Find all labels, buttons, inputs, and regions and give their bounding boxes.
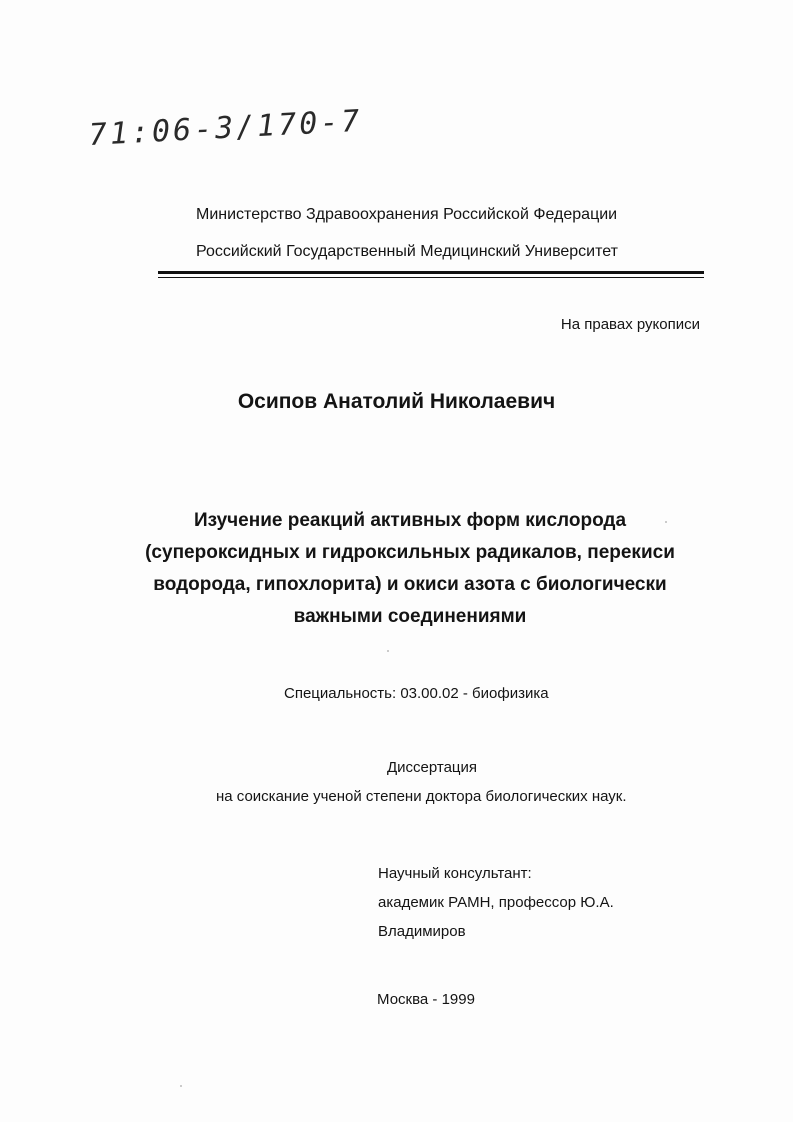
header-rule-thick: [158, 271, 704, 274]
consultant-title: академик РАМН, профессор Ю.А.: [378, 894, 614, 911]
place-and-year: Москва - 1999: [377, 991, 475, 1008]
rights-note: На правах рукописи: [560, 316, 700, 333]
speciality: Специальность: 03.00.02 - биофизика: [284, 685, 549, 702]
scan-speck: [387, 650, 389, 652]
title-line: водорода, гипохлорита) и окиси азота с биологически: [153, 574, 667, 595]
title-line: Изучение реакций активных форм кислорода: [193, 510, 627, 531]
thesis-title: [100, 505, 720, 633]
author-name: Осипов Анатолий Николаевич: [237, 390, 556, 413]
scan-speck: [665, 521, 667, 523]
scientific-consultant: [378, 859, 614, 946]
title-line: важными соединениями: [293, 606, 527, 627]
dissertation-heading: Диссертация: [386, 759, 478, 776]
consultant-label: Научный консультант:: [378, 865, 532, 882]
consultant-surname: Владимиров: [378, 923, 466, 940]
header-rule-thin: [158, 277, 704, 278]
title-line: (супероксидных и гидроксильных радикалов, перекиси: [145, 542, 675, 563]
scan-speck: [180, 1085, 182, 1087]
library-stamp: 71:06-3/170-7: [88, 103, 364, 153]
university-name: Российский Государственный Медицинский Университет: [196, 243, 618, 260]
ministry-name: Министерство Здравоохранения Российской Федерации: [196, 206, 618, 223]
degree-line: на соискание ученой степени доктора биологических наук.: [216, 788, 627, 805]
